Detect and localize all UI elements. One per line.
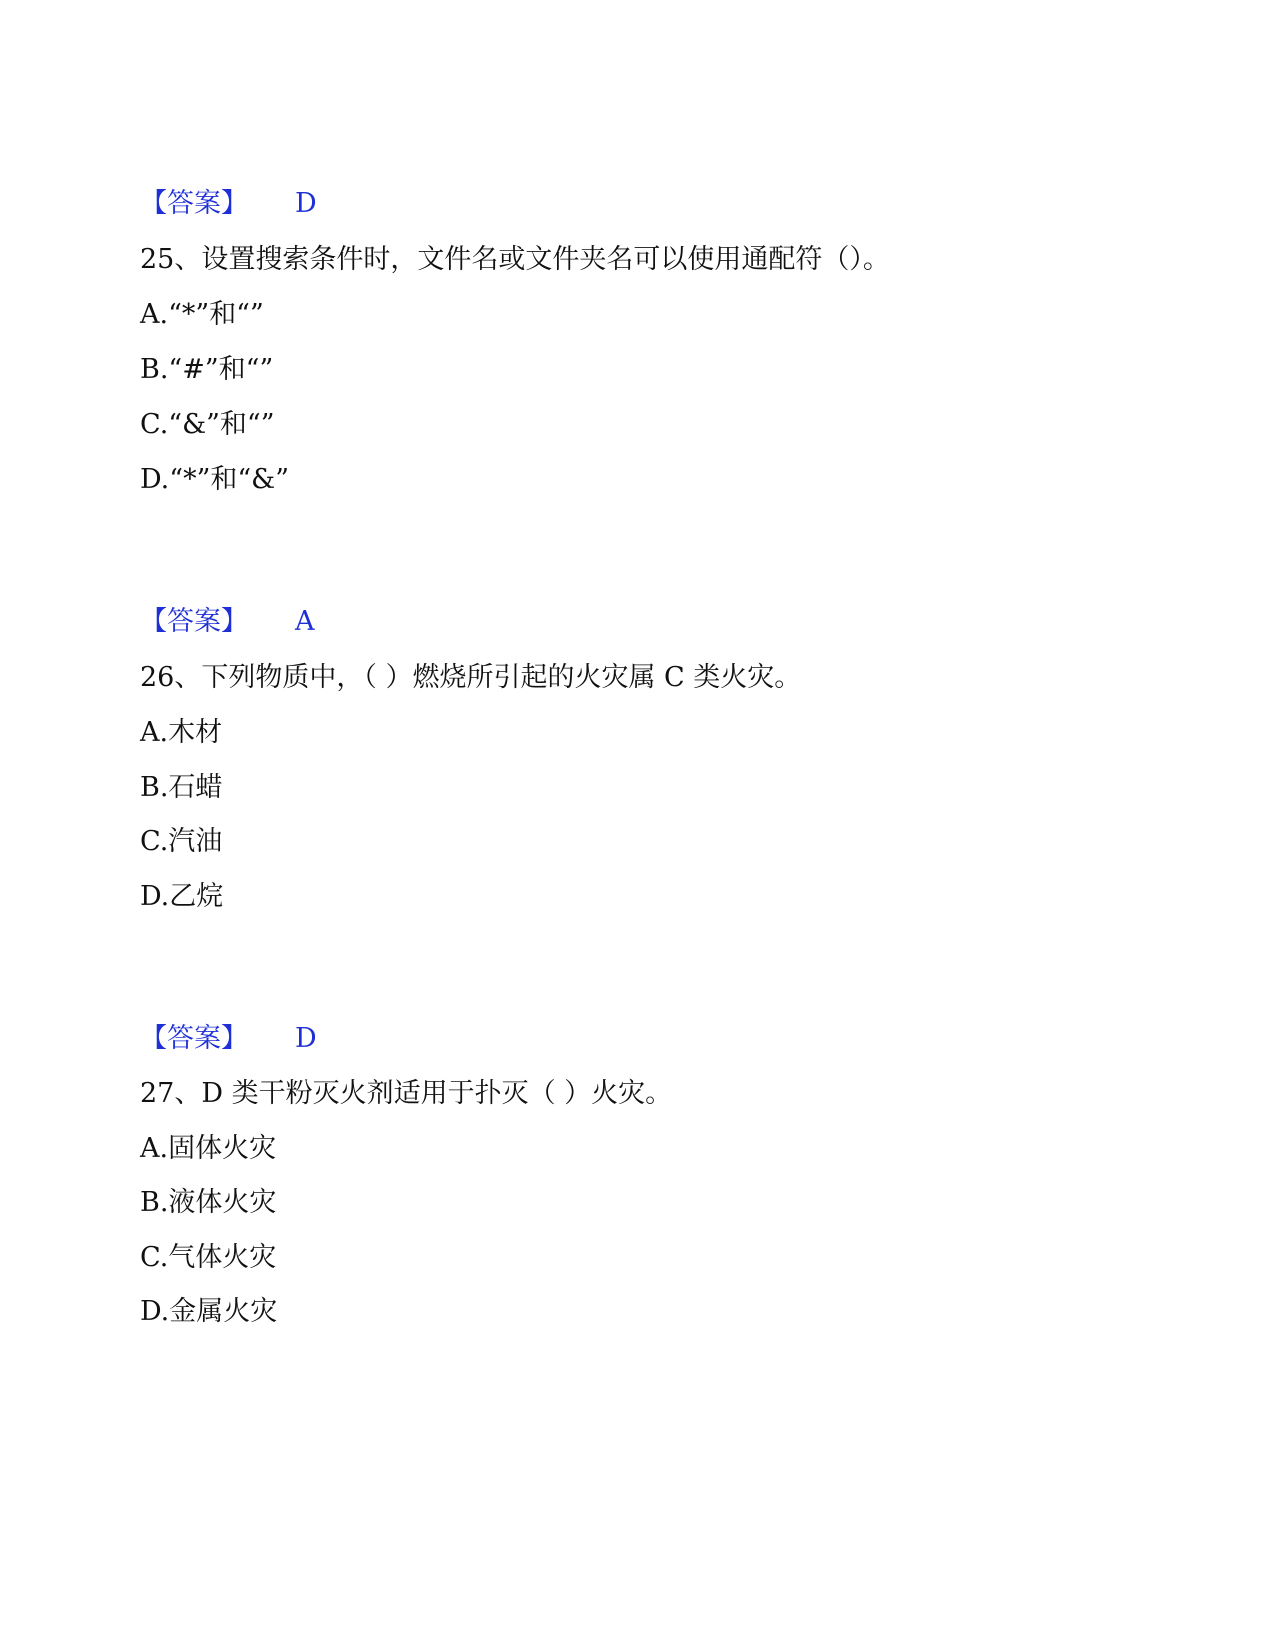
option-c: C.气体火灾 (140, 1242, 277, 1273)
answer-value: A (295, 606, 315, 637)
question-text: 26、下列物质中，（ ）燃烧所引起的火灾属 C 类火灾。 (140, 662, 802, 693)
option-b: B.“#”和“” (140, 354, 274, 385)
option-d: D.金属火灾 (140, 1296, 278, 1327)
answer-label: 【答案】 (140, 606, 248, 637)
option-b: B.石蜡 (140, 772, 223, 803)
option-c: C.汽油 (140, 826, 223, 857)
question-text: 27、D 类干粉灭火剂适用于扑灭（ ）火灾。 (140, 1078, 673, 1109)
question-text: 25、设置搜索条件时，文件名或文件夹名可以使用通配符（）。 (140, 244, 890, 275)
option-c: C.“&”和“” (140, 409, 275, 440)
answer-label: 【答案】 (140, 188, 248, 219)
option-a: A.固体火灾 (140, 1133, 277, 1164)
option-a: A.木材 (140, 717, 223, 748)
option-b: B.液体火灾 (140, 1187, 277, 1218)
option-a: A.“*”和“” (140, 299, 264, 330)
answer-value: D (295, 1023, 317, 1054)
option-d: D.乙烷 (140, 881, 224, 912)
answer-label: 【答案】 (140, 1023, 248, 1054)
answer-value: D (295, 188, 317, 219)
option-d: D.“*”和“&” (140, 464, 290, 495)
